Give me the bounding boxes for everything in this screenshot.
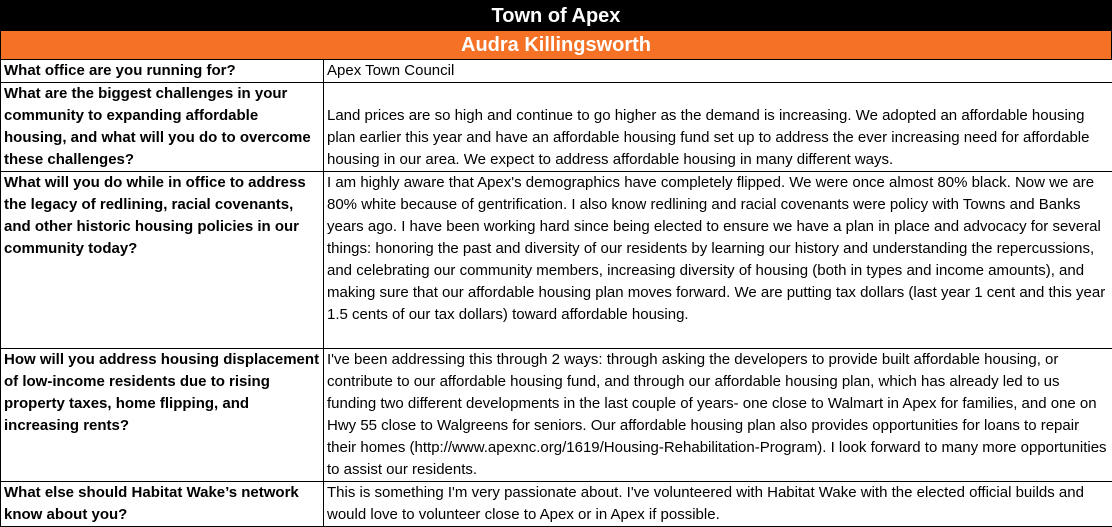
answer-cell: Land prices are so high and continue to go higher as the demand is increasing. We adopted an affordable housing plan earlier this year and have an affordable housing fund set up to address the ever increasing need for affordable housing in our area. We expect to address affordable housing in many different ways.: [324, 83, 1112, 172]
candidate-name: Audra Killingsworth: [0, 30, 1112, 59]
question-cell: What will you do while in office to address the legacy of redlining, racial covenants, and other historic housing policies in our community today?: [1, 172, 324, 349]
table-row: [1, 172, 1112, 349]
qa-table: [0, 59, 1112, 527]
answer-cell: This is something I'm very passionate about. I've volunteered with Habitat Wake with the elected official builds and would love to volunteer close to Apex or in Apex if possible.: [324, 482, 1112, 527]
answer-cell: I've been addressing this through 2 ways: through asking the developers to provide built affordable housing, or contribute to our affordable housing fund, and through our affordable housing plan, which has already led to us funding two different developments in the last couple of years- one close to Walmart in Apex for families, and one on Hwy 55 close to Walgreens for seniors. Our affordable housing plan also provides opportunities for loans to repair their homes (http://www.apexnc.org/1619/Housing-Rehabilitation-Program). I look forward to many more opportunities to assist our residents.: [324, 349, 1112, 482]
question-cell: What are the biggest challenges in your community to expanding affordable housing, and what will you do to overcome these challenges?: [1, 83, 324, 172]
answer-cell: I am highly aware that Apex's demographics have completely flipped. We were once almost 80% black. Now we are 80% white because of gentrification. I also know redlining and racial covenants were policy with Towns and Banks years ago. I have been working hard since being elected to ensure we have a plan in place and advocacy for several things: honoring the past and diversity of our residents by learning our history and understanding the repercussions, and celebrating our community members, increasing diversity of housing (both in types and income amounts), and making sure that our affordable housing plan moves forward. We are putting tax dollars (last year 1 cent and this year 1.5 cents of our tax dollars) toward affordable housing.: [324, 172, 1112, 349]
answer-cell: Apex Town Council: [324, 60, 1112, 83]
table-row: [1, 349, 1112, 482]
question-cell: What office are you running for?: [1, 60, 324, 83]
table-row: [1, 83, 1112, 172]
table-row: [1, 60, 1112, 83]
town-title: Town of Apex: [0, 0, 1112, 30]
question-cell: What else should Habitat Wake’s network know about you?: [1, 482, 324, 527]
question-cell: How will you address housing displacement of low-income residents due to rising property taxes, home flipping, and increasing rents?: [1, 349, 324, 482]
